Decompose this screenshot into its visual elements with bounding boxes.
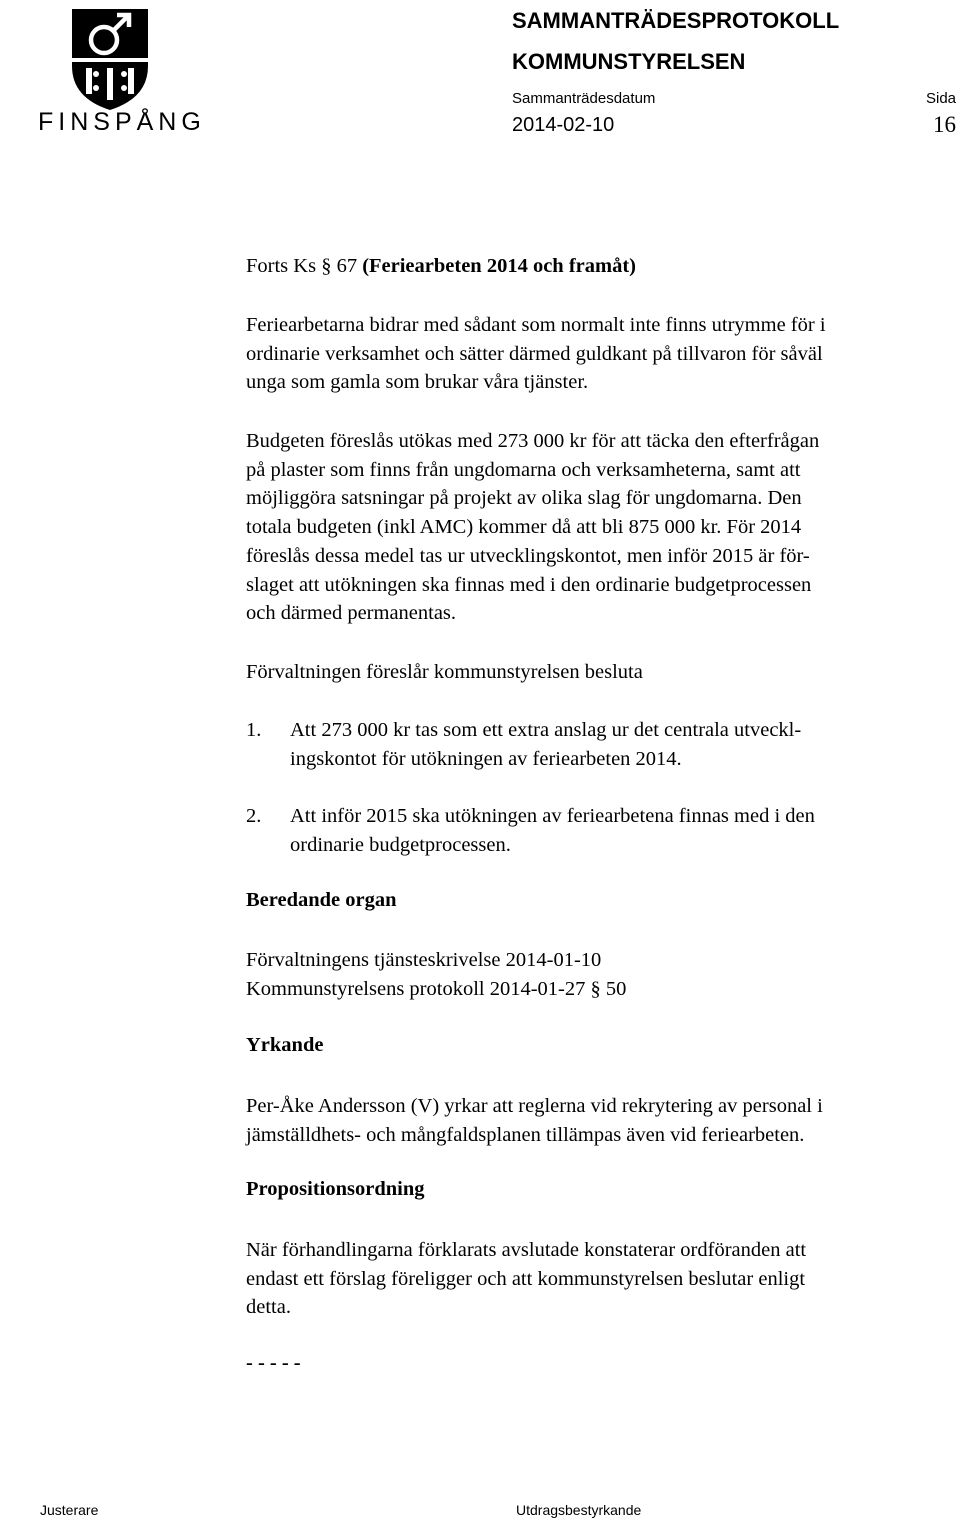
paragraph-line: på plaster som finns från ungdomarna och verksamheterna, samt att — [246, 458, 801, 481]
paragraph-line: detta. — [246, 1296, 291, 1319]
paragraph-1 — [246, 311, 956, 397]
footer-justerare: Justerare — [40, 1502, 99, 1518]
paragraph-line: Per-Åke Andersson (V) yrkar att reglerna vid rekrytering av personal i — [246, 1095, 823, 1117]
paragraph-line: ordinarie verksamhet och sätter därmed guldkant på tillvaron för såväl — [246, 342, 823, 365]
page-number: 16 — [933, 112, 956, 137]
paragraph-line: föreslås dessa medel tas ur utvecklingskontot, men inför 2015 är för- — [246, 544, 810, 567]
proposal-number: 1. — [246, 719, 262, 741]
paragraph-line: totala budgeten (inkl AMC) kommer då att bli 875 000 kr. För 2014 — [246, 516, 802, 539]
meeting-date-label: Sammanträdesdatum — [512, 90, 656, 107]
paragraph-line: endast ett förslag föreligger och att kommunstyrelsen beslutar enligt — [246, 1267, 806, 1290]
beredande-line — [246, 975, 956, 1004]
proposal-intro: Förvaltningen föreslår kommunstyrelsen besluta — [246, 661, 643, 683]
logo-text: FINSPÅNG — [38, 108, 206, 136]
proposal-line: Att inför 2015 ska utökningen av feriearbetena finnas med i den — [290, 805, 815, 827]
section-sign: § — [321, 255, 332, 277]
proposal-line: ordinarie budgetprocessen. — [290, 833, 511, 856]
title-prefix: Forts Ks — [246, 255, 317, 277]
paragraph-line: Budgeten föreslås utökas med 273 000 kr för att täcka den efterfrågan — [246, 430, 820, 452]
heading-beredande-organ: Beredande organ — [246, 889, 397, 911]
proposal-item — [290, 802, 815, 859]
propositionsordning-text — [246, 1236, 956, 1322]
paragraph-line: slaget att utökningen ska finnas med i den ordinarie budgetprocessen — [246, 573, 812, 596]
meeting-date-value: 2014-02-10 — [512, 114, 615, 136]
yrkande-text — [246, 1092, 956, 1149]
heading-yrkande: Yrkande — [246, 1034, 324, 1056]
beredande-list — [246, 946, 956, 1003]
paragraph-2 — [246, 427, 956, 628]
footer-utdragsbestyrkande: Utdragsbestyrkande — [516, 1502, 642, 1518]
beredande-line: Förvaltningens tjänsteskrivelse 2014-01-10 — [246, 949, 602, 971]
organization-name: KOMMUNSTYRELSEN — [512, 49, 746, 74]
proposal-item — [290, 716, 801, 773]
section-number: 67 — [336, 255, 358, 277]
protocol-reference: Kommunstyrelsens protokoll 2014-01-27 — [246, 977, 586, 1000]
section-sign: § — [590, 977, 601, 1000]
section-number: 50 — [605, 977, 627, 1000]
paragraph-line: möjliggöra satsningar på projekt av olika slag för ungdomarna. Den — [246, 487, 802, 510]
section-title — [246, 255, 636, 278]
proposal-number: 2. — [246, 805, 262, 827]
heading-propositionsordning: Propositionsordning — [246, 1178, 425, 1200]
paragraph-line: När förhandlingarna förklarats avslutade konstaterar ordföranden att — [246, 1239, 807, 1261]
document-type: SAMMANTRÄDESPROTOKOLL — [512, 8, 840, 33]
paragraph-line: och därmed permanentas. — [246, 602, 457, 625]
section-topic: (Feriearbeten 2014 och framåt) — [362, 255, 636, 277]
proposal-line: Att 273 000 kr tas som ett extra anslag ur det centrala utveckl- — [290, 719, 802, 741]
page-label: Sida — [926, 90, 957, 107]
paragraph-line: jämställdhets- och mångfaldsplanen tillämpas även vid feriearbeten. — [246, 1123, 805, 1146]
proposal-line: ingskontot för utökningen av feriearbeten 2014. — [290, 747, 682, 770]
paragraph-line: Feriearbetarna bidrar med sådant som normalt inte finns utrymme för i — [246, 314, 826, 336]
paragraph-line: unga som gamla som brukar våra tjänster. — [246, 371, 589, 394]
end-marker: - - - - - — [246, 1352, 301, 1374]
